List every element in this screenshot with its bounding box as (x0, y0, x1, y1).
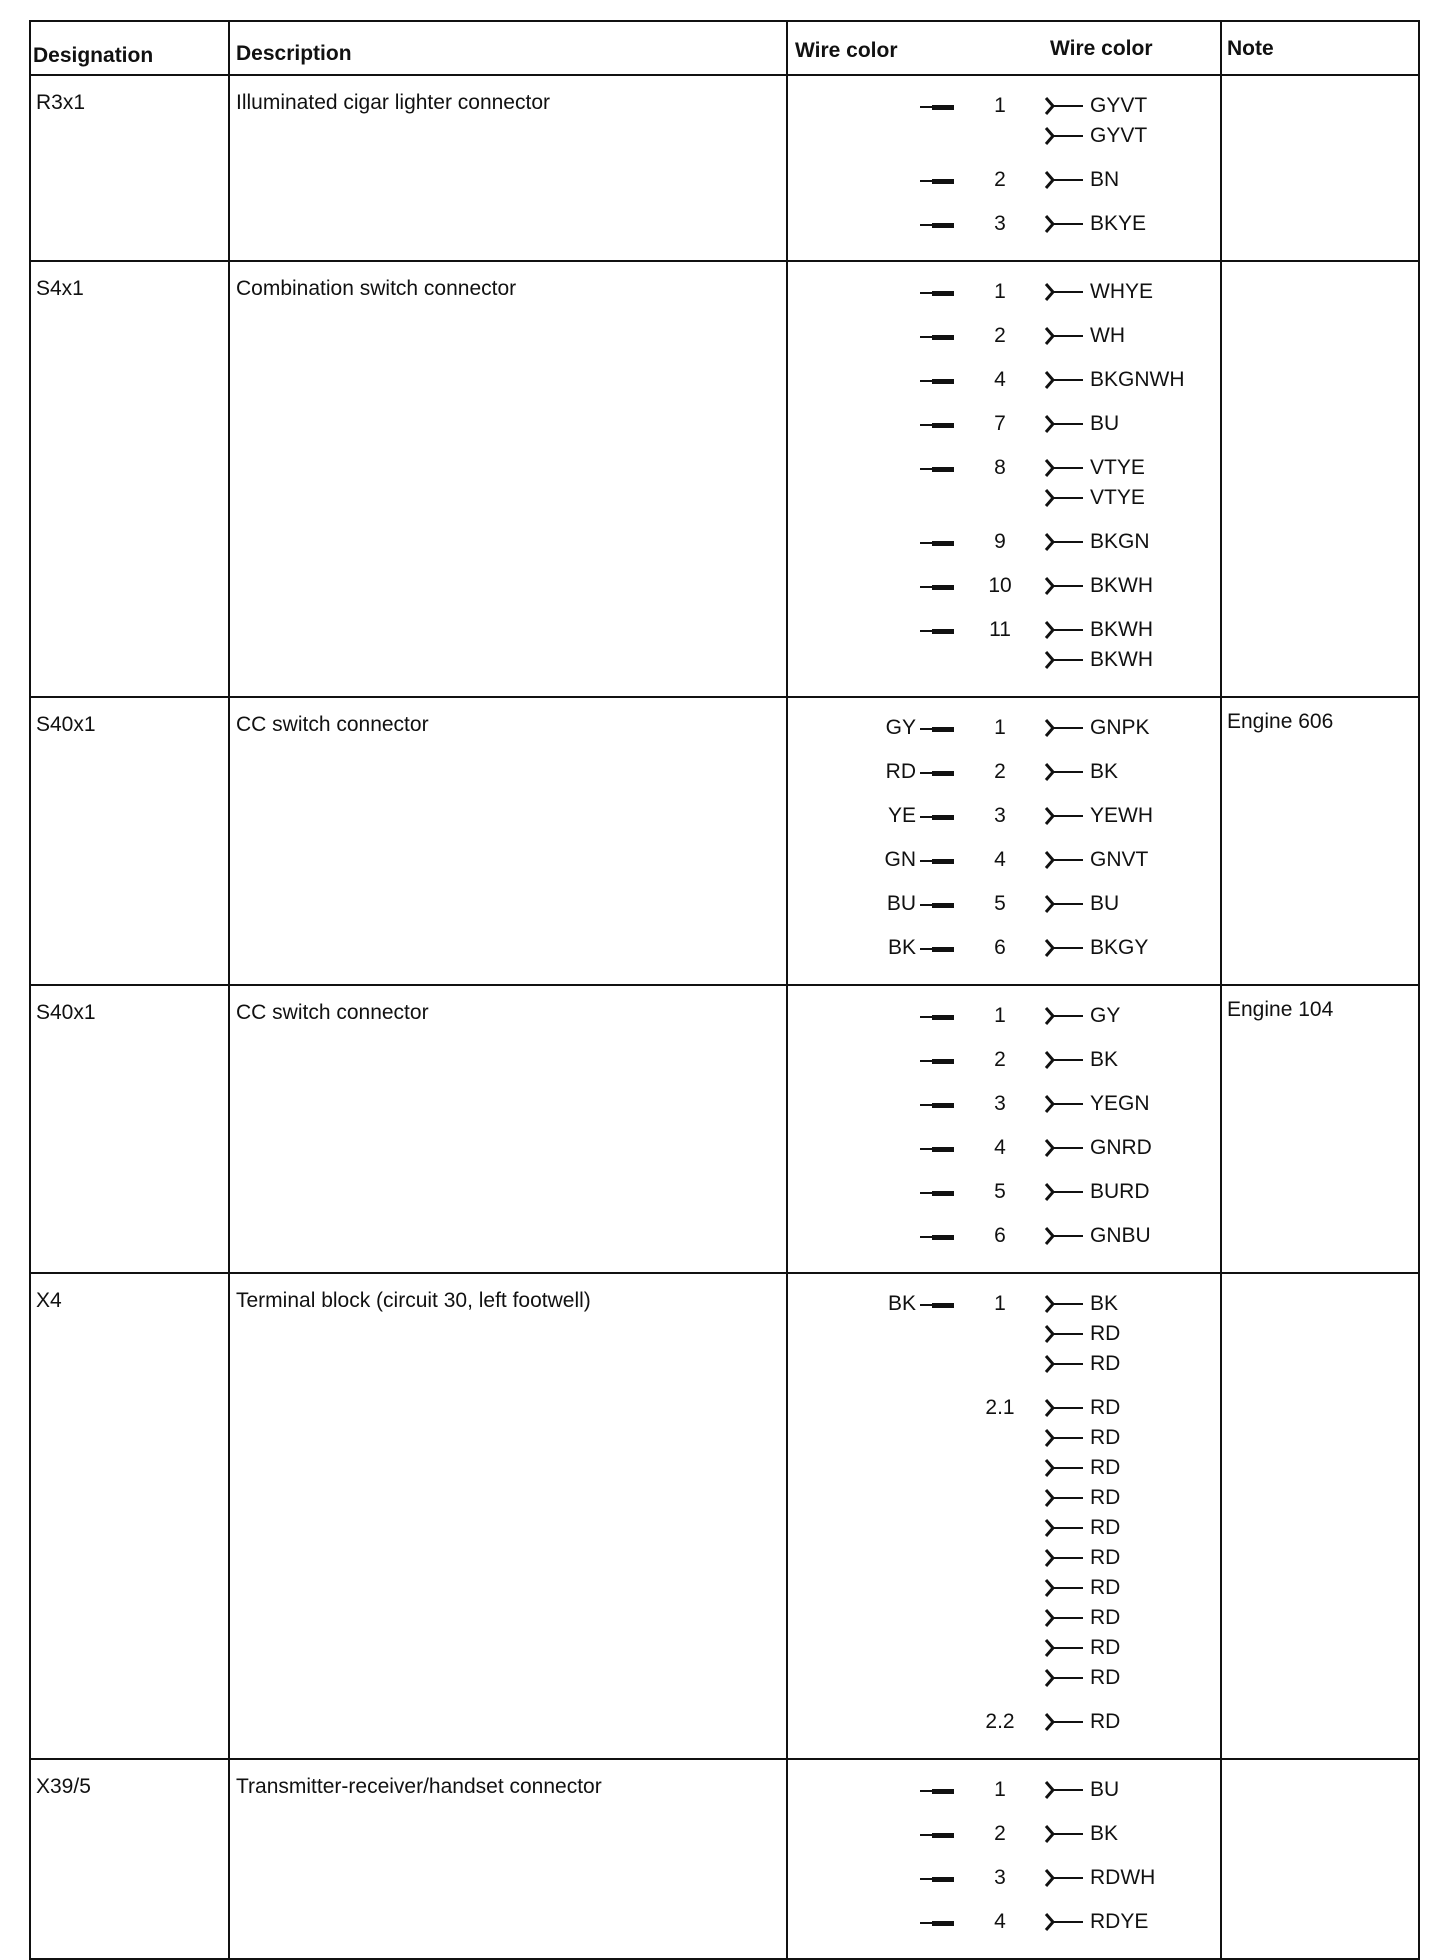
plug-icon (920, 1877, 954, 1881)
plug-icon (920, 1147, 954, 1151)
plug-icon (920, 291, 954, 295)
socket-icon (1043, 1546, 1083, 1570)
designation-cell: S40x1 (36, 713, 96, 736)
socket-icon (1043, 368, 1083, 392)
socket-icon (1043, 1486, 1083, 1510)
plug-icon (920, 859, 954, 863)
plug-icon (920, 771, 954, 775)
right-wire-color: GY (1090, 1004, 1121, 1027)
socket-icon (1043, 936, 1083, 960)
socket-icon (1043, 1636, 1083, 1660)
socket-icon (1043, 1180, 1083, 1204)
socket-icon (1043, 1396, 1083, 1420)
right-wire-color: BK (1090, 1292, 1119, 1315)
socket-icon (1043, 1778, 1083, 1802)
socket-icon (1043, 1322, 1083, 1346)
description-cell: Illuminated cigar lighter connector (236, 91, 550, 114)
socket-icon (1043, 892, 1083, 916)
socket-icon (1043, 1576, 1083, 1600)
plug-icon (920, 223, 954, 227)
designation-cell: S40x1 (36, 1001, 96, 1024)
right-wire-color: RD (1090, 1322, 1121, 1345)
socket-icon (1043, 1456, 1083, 1480)
header-note: Note (1227, 37, 1274, 60)
pin-number: 5 (994, 892, 1006, 915)
socket-icon (1043, 1136, 1083, 1160)
description-cell: CC switch connector (236, 713, 429, 736)
designation-cell: X39/5 (36, 1775, 91, 1798)
plug-icon (920, 903, 954, 907)
note-cell: Engine 606 (1227, 710, 1334, 733)
right-wire-color: BKGY (1090, 936, 1149, 959)
socket-icon (1043, 124, 1083, 148)
row-divider (29, 696, 1418, 698)
socket-icon (1043, 1606, 1083, 1630)
socket-icon (1043, 618, 1083, 642)
row-divider (29, 1758, 1418, 1760)
socket-icon (1043, 1822, 1083, 1846)
pin-number: 1 (994, 280, 1006, 303)
pin-number: 3 (994, 1866, 1006, 1889)
plug-icon (920, 1235, 954, 1239)
plug-icon (920, 629, 954, 633)
description-cell: Transmitter-receiver/handset connector (236, 1775, 602, 1798)
socket-icon (1043, 412, 1083, 436)
pin-number: 2 (994, 1048, 1006, 1071)
socket-icon (1043, 456, 1083, 480)
right-wire-color: GNBU (1090, 1224, 1151, 1247)
socket-icon (1043, 324, 1083, 348)
pin-number: 9 (994, 530, 1006, 553)
right-wire-color: BN (1090, 168, 1120, 191)
right-wire-color: RD (1090, 1546, 1121, 1569)
socket-icon (1043, 1910, 1083, 1934)
pin-number: 6 (994, 936, 1006, 959)
plug-icon (920, 379, 954, 383)
socket-icon (1043, 1866, 1083, 1890)
socket-icon (1043, 1048, 1083, 1072)
pin-number: 2 (994, 1822, 1006, 1845)
pin-number: 8 (994, 456, 1006, 479)
socket-icon (1043, 848, 1083, 872)
left-wire-color: BU (886, 892, 916, 915)
socket-icon (1043, 94, 1083, 118)
pin-number: 3 (994, 804, 1006, 827)
pin-number: 3 (994, 212, 1006, 235)
left-wire-color: YE (887, 804, 916, 827)
socket-icon (1043, 1352, 1083, 1376)
socket-icon (1043, 648, 1083, 672)
socket-icon (1043, 280, 1083, 304)
left-wire-color: BK (887, 1292, 916, 1315)
plug-icon (920, 541, 954, 545)
socket-icon (1043, 760, 1083, 784)
left-wire-color: GN (884, 848, 916, 871)
header-designation: Designation (33, 44, 154, 67)
pin-number: 4 (994, 1910, 1006, 1933)
socket-icon (1043, 1710, 1083, 1734)
right-wire-color: BK (1090, 1822, 1119, 1845)
column-divider (1418, 20, 1420, 1960)
right-wire-color: VTYE (1090, 456, 1145, 479)
plug-icon (920, 1015, 954, 1019)
pin-number: 3 (994, 1092, 1006, 1115)
right-wire-color: GNPK (1090, 716, 1150, 739)
header-description: Description (236, 42, 352, 65)
plug-icon (920, 585, 954, 589)
column-divider (29, 20, 31, 1960)
right-wire-color: WH (1090, 324, 1125, 347)
plug-icon (920, 1103, 954, 1107)
pin-number: 1 (994, 1004, 1006, 1027)
pin-number: 4 (994, 1136, 1006, 1159)
pin-number: 1 (994, 94, 1006, 117)
pin-number: 10 (988, 574, 1012, 597)
plug-icon (920, 105, 954, 109)
designation-cell: S4x1 (36, 277, 84, 300)
plug-icon (920, 727, 954, 731)
pin-number: 1 (994, 716, 1006, 739)
right-wire-color: RDYE (1090, 1910, 1149, 1933)
plug-icon (920, 1921, 954, 1925)
right-wire-color: RD (1090, 1576, 1121, 1599)
plug-icon (920, 1303, 954, 1307)
pin-number: 11 (989, 618, 1011, 641)
description-cell: Combination switch connector (236, 277, 517, 300)
right-wire-color: BKGNWH (1090, 368, 1185, 391)
pin-number: 4 (994, 848, 1006, 871)
designation-cell: R3x1 (36, 91, 86, 114)
right-wire-color: WHYE (1090, 280, 1153, 303)
socket-icon (1043, 804, 1083, 828)
row-divider (29, 1272, 1418, 1274)
right-wire-color: RD (1090, 1352, 1121, 1375)
right-wire-color: RD (1090, 1636, 1121, 1659)
plug-icon (920, 947, 954, 951)
header-wire-color-left: Wire color (795, 39, 898, 62)
note-cell: Engine 104 (1227, 998, 1334, 1021)
right-wire-color: BK (1090, 760, 1119, 783)
right-wire-color: RD (1090, 1606, 1121, 1629)
plug-icon (920, 1191, 954, 1195)
pin-number: 2 (994, 324, 1006, 347)
header-wire-color-right: Wire color (1050, 37, 1153, 60)
column-divider (786, 20, 788, 1960)
plug-icon (920, 1789, 954, 1793)
right-wire-color: YEGN (1090, 1092, 1150, 1115)
right-wire-color: YEWH (1090, 804, 1153, 827)
left-wire-color: BK (887, 936, 916, 959)
pin-number: 2 (994, 168, 1006, 191)
plug-icon (920, 815, 954, 819)
socket-icon (1043, 1516, 1083, 1540)
pin-number: 4 (994, 368, 1006, 391)
socket-icon (1043, 1292, 1083, 1316)
right-wire-color: BU (1090, 892, 1120, 915)
right-wire-color: RD (1090, 1516, 1121, 1539)
plug-icon (920, 335, 954, 339)
row-divider (29, 74, 1418, 76)
description-cell: CC switch connector (236, 1001, 429, 1024)
right-wire-color: RD (1090, 1666, 1121, 1689)
right-wire-color: BKGN (1090, 530, 1150, 553)
right-wire-color: BKWH (1090, 618, 1153, 641)
pin-number: 6 (994, 1224, 1006, 1247)
right-wire-color: RD (1090, 1426, 1121, 1449)
pin-number: 2 (994, 760, 1006, 783)
pin-number: 7 (994, 412, 1006, 435)
pin-number: 1 (994, 1778, 1006, 1801)
socket-icon (1043, 1666, 1083, 1690)
pin-number: 5 (994, 1180, 1006, 1203)
column-divider (1220, 20, 1222, 1960)
row-divider (29, 984, 1418, 986)
socket-icon (1043, 1224, 1083, 1248)
socket-icon (1043, 168, 1083, 192)
left-wire-color: GY (885, 716, 916, 739)
pin-number: 1 (994, 1292, 1006, 1315)
row-divider (29, 20, 1418, 22)
right-wire-color: BKWH (1090, 574, 1153, 597)
right-wire-color: BK (1090, 1048, 1119, 1071)
description-cell: Terminal block (circuit 30, left footwell) (236, 1289, 591, 1312)
right-wire-color: RD (1090, 1456, 1121, 1479)
socket-icon (1043, 212, 1083, 236)
left-wire-color: RD (885, 760, 916, 783)
socket-icon (1043, 1092, 1083, 1116)
designation-cell: X4 (36, 1289, 62, 1312)
right-wire-color: BU (1090, 412, 1120, 435)
socket-icon (1043, 716, 1083, 740)
right-wire-color: BU (1090, 1778, 1120, 1801)
plug-icon (920, 1059, 954, 1063)
plug-icon (920, 1833, 954, 1837)
right-wire-color: RD (1090, 1396, 1121, 1419)
row-divider (29, 260, 1418, 262)
right-wire-color: GNRD (1090, 1136, 1152, 1159)
plug-icon (920, 423, 954, 427)
right-wire-color: BKWH (1090, 648, 1153, 671)
right-wire-color: GYVT (1090, 94, 1148, 117)
right-wire-color: RD (1090, 1710, 1121, 1733)
pin-number: 2.1 (985, 1396, 1015, 1419)
right-wire-color: GNVT (1090, 848, 1149, 871)
right-wire-color: RDWH (1090, 1866, 1156, 1889)
plug-icon (920, 179, 954, 183)
right-wire-color: VTYE (1090, 486, 1145, 509)
right-wire-color: RD (1090, 1486, 1121, 1509)
pin-number: 2.2 (985, 1710, 1015, 1733)
plug-icon (920, 467, 954, 471)
socket-icon (1043, 530, 1083, 554)
socket-icon (1043, 1004, 1083, 1028)
column-divider (228, 20, 230, 1960)
socket-icon (1043, 1426, 1083, 1450)
socket-icon (1043, 574, 1083, 598)
right-wire-color: BURD (1090, 1180, 1150, 1203)
socket-icon (1043, 486, 1083, 510)
right-wire-color: GYVT (1090, 124, 1148, 147)
right-wire-color: BKYE (1090, 212, 1147, 235)
